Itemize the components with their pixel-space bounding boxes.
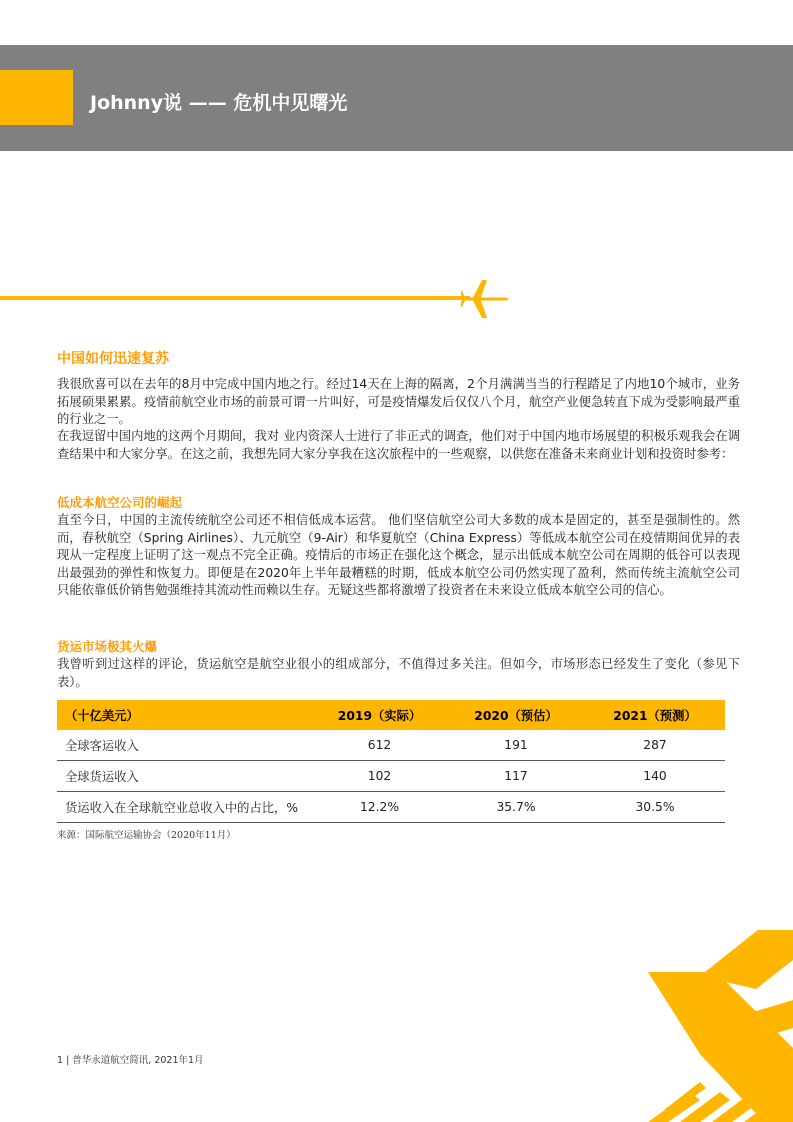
banner-accent-block <box>0 70 73 125</box>
table-cell: 30.5% <box>585 792 725 823</box>
table-cell: 191 <box>447 730 585 761</box>
table-row <box>57 761 725 792</box>
revenue-table <box>57 700 725 823</box>
row-label: 全球客运收入 <box>57 730 312 761</box>
table-header-row <box>57 700 725 730</box>
page-footer: 1 | 普华永道航空简讯, 2021年1月 <box>57 1055 204 1066</box>
table-source-note: 来源：国际航空运输协会（2020年11月） <box>57 830 236 841</box>
row-label: 全球货运收入 <box>57 761 312 792</box>
flight-path-line <box>0 296 470 300</box>
paragraph-cargo: 我曾听到过这样的评论，货运航空是航空业很小的组成部分，不值得过多关注。但如今，市场形态已经发生了变化（参见下表）。 <box>57 657 740 689</box>
table-cell: 35.7% <box>447 792 585 823</box>
table-cell: 287 <box>585 730 725 761</box>
column-header-2021: 2021（预测） <box>585 700 725 730</box>
row-label: 货运收入在全球航空业总收入中的占比，% <box>57 792 312 823</box>
table-cell: 12.2% <box>312 792 447 823</box>
paragraph-lcc: 直至今日，中国的主流传统航空公司还不相信低成本运营。 他们坚信航空公司大多数的成本是固定的，甚至是强制性的。然而，春秋航空（Spring Airlines）、九元航空（9-Air）和华夏航空（China Express）等低成本航空公司在疫情期间优异的表现从一定程度上证明了这一观点不完全正确。疫情后的市场正在强化这个概念，显示出低成本航空公司在周期的低谷可以表现出最强劲的弹性和恢复力。即便是在2020年上半年最糟糕的时期，低成本航空公司仍然实现了盈利，然而传统主流航空公司只能依靠低价销售勉强维持其流动性而赖以生存。无疑这些都将激增了投资者在未来设立低成本航空公司的信心。 <box>57 513 740 597</box>
section-heading-lcc: 低成本航空公司的崛起 <box>57 495 183 510</box>
table-row <box>57 730 725 761</box>
column-header-2020: 2020（预估） <box>447 700 585 730</box>
paragraph-trip-intro: 我很欣喜可以在去年的8月中完成中国内地之行。经过14天在上海的隔离，2个月满满当当的行程踏足了内地10个城市，业务拓展硕果累累。疫情前航空业市场的前景可谓一片叫好，可是疫情爆发后仅仅八个月，航空产业便急转直下成为受影响最严重的行业之一。 <box>57 377 740 426</box>
table-cell: 140 <box>585 761 725 792</box>
airplane-icon <box>461 278 511 320</box>
section-heading-cargo: 货运市场极其火爆 <box>57 639 158 654</box>
table-cell: 612 <box>312 730 447 761</box>
column-header-2019: 2019（实际） <box>312 700 447 730</box>
table-cell: 102 <box>312 761 447 792</box>
page-title: Johnny说 —— 危机中见曙光 <box>90 92 348 114</box>
column-header-unit: （十亿美元） <box>57 700 312 730</box>
paragraph-survey-intro: 在我逗留中国内地的这两个月期间，我对 业内资深人士进行了非正式的调查，他们对于中国内地市场展望的积极乐观我会在调查结果中和大家分享。在这之前，我想先同大家分享我在这次旅程中的一些观察，以供您在准备未来商业计划和投资时参考： <box>57 429 740 461</box>
table-row <box>57 792 725 823</box>
table-cell: 117 <box>447 761 585 792</box>
section-heading-recovery: 中国如何迅速复苏 <box>57 351 169 367</box>
